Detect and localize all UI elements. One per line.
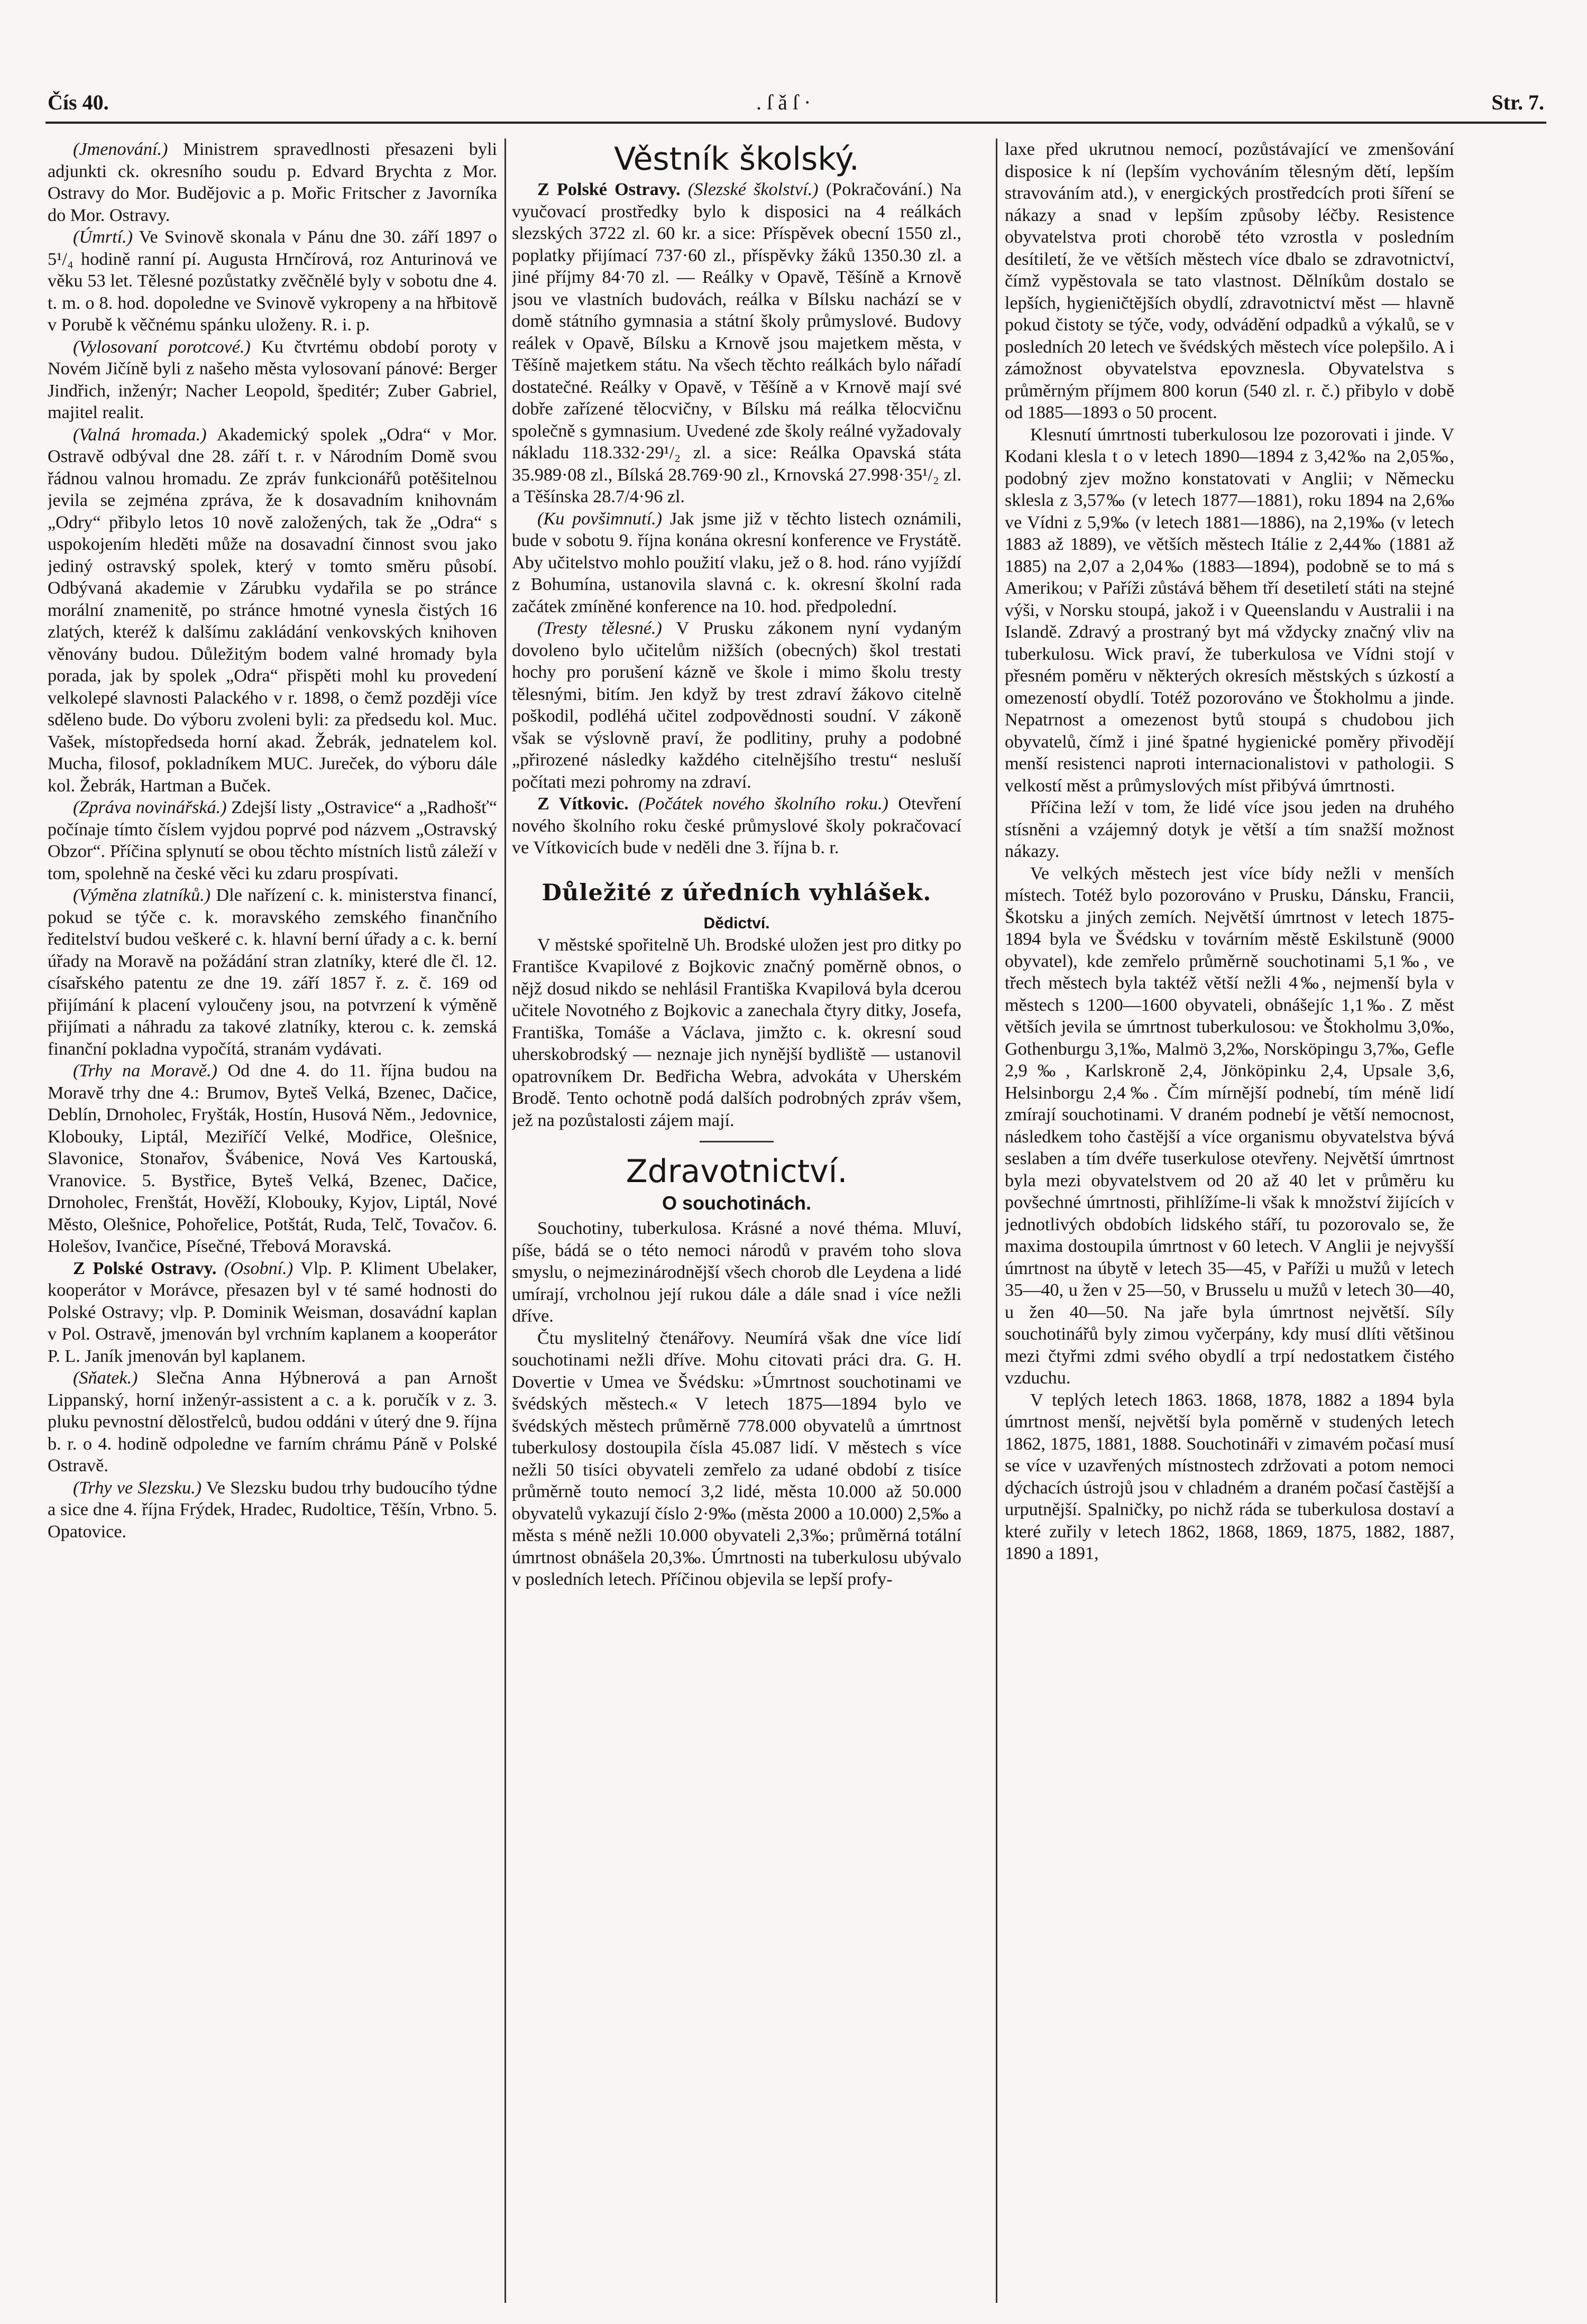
news-item-heading: (Úmrtí.) <box>73 227 133 247</box>
news-item <box>48 884 497 1060</box>
header-mark: . ſ ǎ ſ · <box>756 90 811 114</box>
news-item-body: Otevření nového školního roku české průmyslové školy pokračovací ve Vítkovicích bude v neděli dne 3. října b. r. <box>512 794 961 857</box>
health-paragraph: Souchotiny, tuberkulosa. Krásné a nové théma. Mluví, píše, bádá se o této nemoci národů v pravém toho slova smyslu, o nejmezinárodnější všech chorob dle Leydena a lidé umírají, vrcholnou její rukou dále a dále snad i více nežli dříve. <box>512 1219 961 1326</box>
health-paragraph: V teplých letech 1863. 1868, 1878, 1882 a 1894 byla úmrtnost menší, největší byla poměrně v studených letech 1862, 1875, 1881, 1888. Souchotináři v zimavém počasí musí se více v uzavřených místnostech zdržovati a potom nemoci dýchacích ústrojů jsou v chladném a draném počasí častější a urputnější. Spalničky, po nichž ráda se tuberkulosa dostaví a které zuřily v letech 1862, 1868, 1869, 1875, 1882, 1887, 1890 a 1891, <box>1005 1390 1454 1563</box>
news-item-body: Ve Slezsku budou trhy budoucího týdne a sice dne 4. října Frýdek, Hradec, Rudoltice, Těšín, Vrbno. 5. Opatovice. <box>48 1478 497 1542</box>
column-news <box>48 139 497 2303</box>
separator <box>700 1141 774 1142</box>
health-paragraph: Ve velkých městech jest více bídy nežli v menších místech. Totéž bylo pozorováno v Prusku, Dánsku, Francii, Škotsku a jiných zemích. Největší úmrtnost v letech 1875-1894 byla ve Švédsku v továrním městě Eskilstuně (9000 obyvatel), kde zemřelo průměrně souchotinami 5,1‰, ve třech městech byla taktéž větší nežli 4‰, nejmenší byla v městech s 1200—1600 obyvateli, obnášejíc 1,1‰. Z měst větších jevila se úmrtnost tuberkulosou: ve Štokholmu 3,0‰, Gothenburgu 3,1‰, Malmö 3,2‰, Norsköpingu 3,7‰, Gefle 2,9‰, Karlskroně 2,4, Jönköpinku 2,4, Upsale 3,6, Helsinborgu 2,4‰. Čím mírnější podnebí, tím méně lidí zmírají souchotinami. V draném podnebí je větší nemocnost, následkem toho častější a více organismu obyvatelstva bývá seslaben a tím dvéře tuserkulose otevřeny. Největší úmrtnost byla mezi obyvatelstvem od 20 až 40 let v průměru ku povšechné úmrtnosti, přihlížíme-li však k množství žijících v jednotlivých obdobích lidského stáří, tu pozorovalo se, že maxima dostoupila úmrtnost v 60 letech. V Anglii je nejvyšší úmrtnost na úbytě v letech 35—45, v Paříži u mužů v letech 35—40, u žen v 25—50, v Brusselu u mužů v letech 30—40, u žen 40—50. Na jaře byla úmrtnost největší. Síly souchotinářů byly zimou vyčerpány, kdy musí dlíti většinou mezi čtyřmi zdmi svého obydlí a trpí nedostatkem čistého vzduchu. <box>1005 863 1454 1388</box>
news-item <box>48 424 497 797</box>
news-item-heading: (Trhy na Moravě.) <box>73 1061 217 1081</box>
news-item-body: Ministrem spravedlnosti přesazeni byli adjunkti ck. okresního soudu p. Edvard Brychta z Mor. Ostravy do Mor. Budějovic a p. Mořic Fritscher z Javorníka do Mor. Ostravy. <box>48 140 497 225</box>
news-item-body: (Pokračování.) Na vyučovací prostředky bylo k disposici na 4 reálkách slezských 3722 zl. 60 kr. a sice: Příspěvek obecní 1550 zl., poplatky přijímací 737·60 zl., příspěvky žáků 1350.30 zl. a jiné příjmy 84·70 zl. — Reálky v Opavě, Těšíně a Krnově jsou ve vlastních budovách, reálka v Bílsku nachází se v domě státního gymnasia a státní školy průmyslové. Budovy reálek v Opavě, Bílsku a Krnově jsou majetkem města, v Těšíně majetkem státu. Na všech těchto reálkách bylo nářadí dostatečné. Reálky v Opavě, v Těšíně a v Krnově mají své dobře zařízené tělocvičny, v Bílsku má reálka tělocvičnu společně s gymnasium. Uvedené zde školy reálné vyžadovaly nákladu 118.332·29¹/₂ zl. a sice: Reálka Opavská státa 35.989·08 zl., Bílská 28.769·90 zl., Krnovská 27.998·35¹/₂ zl. a Těšínska 28.7/4·96 zl. <box>512 180 961 506</box>
news-item <box>48 226 497 336</box>
news-item <box>512 179 961 508</box>
news-item <box>512 617 961 793</box>
page-number: Str. 7. <box>1491 90 1544 114</box>
news-item-heading: (Trhy ve Slezsku.) <box>73 1478 202 1498</box>
news-item-heading: (Osobní.) <box>216 1258 293 1278</box>
news-item-body: V Prusku zákonem nyní vydaným dovoleno bylo učitelům nižších (obecných) škol trestati hochy pro porušení kázně ve škole i mimo školu tresty tělesnými, bitím. Jen když by trest zdraví žákovo citelně poškodil, podléhá učitel zodpovědnosti soudní. V zákoně však se výslovně praví, že podlitiny, pruhy a podobné „přirozené následky každého citelnějšího trestu“ nesluší počítati mezi pohromy na zdraví. <box>512 619 961 792</box>
header-rule <box>45 122 1546 124</box>
news-item-body: Od dne 4. do 11. října budou na Moravě trhy dne 4.: Brumov, Byteš Velká, Bzenec, Dačice, Deblín, Drnoholec, Fryšták, Hostín, Husová Něm., Jedovnice, Klobouky, Liptál, Meziříčí Velké, Modřice, Olešnice, Slavonice, Stonařov, Švábenice, Nová Ves Kartouská, Vranovice. 5. Bystřice, Byteš Velká, Bzenec, Dačice, Drnoholec, Frenštát, Hověží, Klobouky, Kyjov, Liptál, Nové Město, Olešnice, Pohořelice, Potštát, Ruda, Telč, Tovačov. 6. Holešov, Ivančice, Písečné, Třebová Moravská. <box>48 1061 497 1256</box>
column-divider <box>996 139 997 2303</box>
column-divider <box>504 139 506 2303</box>
article-title-tuberculosis: O souchotinách. <box>662 1192 812 1214</box>
news-item <box>512 793 961 859</box>
continued-paragraph: laxe před ukrutnou nemocí, pozůstávající ve zmenšování disposice k ní (lepším vychováním tělesným dětí, lepším stravováním atd.), v energických prostředcích proti šíření se nákazy a snad v lepším způsoby léčby. Resistence obyvatelstva proti chorobě této vzrostla v posledním desítiletí, že ve větších městech více dbalo se zdravotnictví, čímž vypěstovala se tato vlastnost. Dělníkům dostalo se lepších, hygieničtějších obydlí, zdravotnictví měst — hlavně pokud čistoty se týče, vody, odvádění odpadků a výkalů, se v posledních 20 letech ve švédských městech více polepšilo. A i zámožnost obyvatelstva epovznesla. Obyvatelstva s průměrným příjmem 800 korun (540 zl. r. č.) přibylo v době od 1885—1893 o 50 procent. <box>1005 140 1454 422</box>
news-item-heading: (Valná hromada.) <box>73 425 207 445</box>
news-item-body: Jak jsme již v těchto listech oznámili, bude v sobotu 9. října konána okresní konference ve Frystátě. Aby učitelstvo mohlo použití vlaku, jež o 8. hod. ráno vyjíždí z Bohumína, ustanovila slavná c. k. okresní školní rada začátek zmíněné konference na 10. hod. předpolední. <box>512 509 961 616</box>
news-item-heading: (Vylosovaní porotcové.) <box>73 337 251 357</box>
school-articles <box>512 179 961 859</box>
news-item-heading: (Sňatek.) <box>73 1368 138 1388</box>
news-item-place: Z Vítkovic. <box>537 794 629 814</box>
news-item <box>48 139 497 226</box>
column-health-continued <box>1005 139 1454 2303</box>
news-item-heading: (Tresty tělesné.) <box>537 619 662 638</box>
health-paragraph: Čtu myslitelný čtenářovy. Neumírá však dne více lidí souchotinami nežli dříve. Mohu citovati práci dra. G. H. Dovertie v Umea ve Švédsku: »Úmrtnost souchotinami ve švédských městech.« V letech 1875—1894 bylo ve švédských městech průměrně 778.000 obyvatelů a úmrtnost tuberkulosy dostoupila čísla 45.087 lidí. V městech s více nežli 50 tisíci obyvateli zemřelo za udané období z tisíce průměrně touto nemocí 3,2 lidé, města 10.000 až 50.000 obyvatelů vykazují číslo 2·9‰ (města 2000 a 10.000) 2,5‰ a města s méně nežli 10.000 obyvateli 2,3‰; průměrná totální úmrtnost obnášela 20,3‰. Úmrtnosti na tuberkulosu ubývalo v posledních letech. Příčinou objevila se lepší profy- <box>512 1328 961 1589</box>
news-item-heading: (Slezské školství.) <box>680 180 819 199</box>
news-item-body: Dle nařízení c. k. ministerstva financí, pokud se týče c. k. moravského zemského finančního ředitelství budou veškeré c. k. hlavní berní úřady a c. k. berní úřady na Moravě na požádání stran zlatníky, které dle čl. 12. císařského patentu ze dne 19. září 1857 ř. z. č. 169 od přijímání k placení vyloučeny jsou, na potvrzení k výměně přijímati a náhradu za takové zlatníky, kterou c. k. zemská finanční pokladna vypočítá, stranám vydávati. <box>48 886 497 1059</box>
news-item-body: Akademický spolek „Odra“ v Mor. Ostravě odbýval dne 28. září t. r. v Národním Domě svou řádnou valnou hromadu. Ze zpráv funkcionářů potěšitelnou jevila se zejména zpráva, že k dosavadním knihovnám „Odry“ přibylo letos 10 nově založených, tak že „Odra“ s uspokojením hleděti může na dosavadní činnost svou jako jediný ostravský spolek, který v tomto směru působí. Odbývaná akademie v Zárubku vydařila se po stránce morální znamenitě, po stránce hmotné vynesla čistých 16 zlatých, kteréž k dalšímu zakládání venkovských knihoven věnovány budou. Důležitým bodem valné hromady byla porada, jak by spolek „Odra“ přispěti mohl ku provedení velkolepé slavnosti Palackého v r. 1898, o čemž později více sděleno bude. Do výboru zvoleni byli: za předsedu kol. Muc. Vašek, místopředseda horní akad. Žebrák, jednatelem kol. Mucha, filosof, pokladníkem MUC. Jureček, do výboru dále kol. Žebrák, Hartman a Buček. <box>48 425 497 796</box>
news-item-place: Z Polské Ostravy. <box>537 180 681 199</box>
news-item-body: Ve Svinově skonala v Pánu dne 30. září 1897 o 5¹/₄ hodině ranní pí. Augusta Hrnčírová, roz Anturinová ve věku 53 let. Tělesné pozůstatky zvěčnělé byly v sobotu dne 4. t. m. o 8. hod. dopoledne ve Svinově vykropeny a na hřbitově v Porubě k věčnému spánku uloženy. R. i. p. <box>48 227 497 335</box>
page-header <box>48 90 1544 122</box>
news-item-body: Slečna Anna Hýbnerová a pan Arnošt Lippanský, horní inženýr-assistent a c. a k. poručík v z. 3. pluku pevnostní dělostřelců, budou oddáni v úterý dne 9. října b. r. o 4. hodině odpoledne ve farním chrámu Páně v Polské Ostravě. <box>48 1368 497 1475</box>
news-item-heading: (Zpráva novinářská.) <box>73 798 227 817</box>
issue-number: Čís 40. <box>48 90 109 114</box>
news-item <box>48 336 497 424</box>
health-paragraph: Příčina leží v tom, že lidé více jsou jeden na druhého stísněni a vzájemný dotyk je větší a tím snažší možnost nákazy. <box>1005 798 1454 861</box>
section-title-health: Zdravotnictví. <box>626 1153 848 1190</box>
section-title-school: Věstník školský. <box>614 141 859 178</box>
official-announcements-title: Důležité z úředních vyhlášek. <box>542 879 932 906</box>
inheritance-heading: Dědictví. <box>703 914 770 932</box>
news-item <box>48 1060 497 1258</box>
news-item-heading: (Jmenování.) <box>73 140 168 159</box>
news-item-place: Z Polské Ostravy. <box>73 1258 217 1278</box>
news-item <box>48 797 497 884</box>
health-paragraph: Klesnutí úmrtnosti tuberkulosou lze pozorovati i jinde. V Kodani klesla t o v letech 1890—1894 z 3,42‰ na 2,05‰, podobný zjev možno konstatovati v Anglii; v Německu sklesla z 3,57‰ (v letech 1877—1881), roku 1894 na 2,6‰ ve Vídni z 5,9‰ (v letech 1881—1886), na 2,19‰ (v letech 1883 až 1889), ve větších městech Itálie z 2,44‰ (1881 až 1885) na 2,07 a 2,04‰ (1883—1894), podobně se to má s Amerikou; v Paříži zůstává během tří desetiletí státi na stejné výši, v Norsku stoupá, jakož i v Queenslandu v Australii i na Islandě. Zdravý a prostraný byt má vždycky značný vliv na tuberkulosu. Wick praví, že tuberkulosa ve Vídni stojí v přesném poměru v některých okresích městských s úzkostí a omezeností obydlí. Totéž pozorováno ve Štokholmu a jinde. Nepatrnost a omezenost bytů stoupá s chudobou jich obyvatelů, čímž i jiné špatné hygienické poměry přivodějí menší resistenci naproti internacionalistovi v pathologii. S velkostí měst a průmyslových míst přibývá úmrtnosti. <box>1005 425 1454 796</box>
news-item <box>48 1367 497 1477</box>
news-item-heading: (Ku povšimnutí.) <box>537 509 663 529</box>
news-item-body: Ku čtvrtému období poroty v Novém Jičíně byli z našeho města vylosovaní pánové: Berger Jindřich, inženýr; Nacher Leopold, špeditér; Zuber Gabriel, majitel realit. <box>48 337 497 422</box>
news-item-heading: (Výměna zlatníků.) <box>73 886 211 905</box>
news-item-body: Vlp. P. Kliment Ubelaker, kooperátor v Morávce, přesazen byl v té samé hodnosti do Polské Ostravy; vlp. P. Dominik Weisman, dosavádní kaplan v Pol. Ostravě, jmenován byl vrchním kaplanem a kooperátor P. L. Janík jmenován byl kaplanem. <box>48 1258 497 1366</box>
news-item-body: Zdejší listy „Ostravice“ a „Radhošť“ počínaje tímto číslem vyjdou poprvé pod názvem „Ostravský Obzor“. Příčina splynutí se obou těchto místních listů záleží v tom, spolehně na české věci ku zdaru prospívati. <box>48 798 497 883</box>
news-item-heading: (Počátek nového školního roku.) <box>628 794 888 814</box>
inheritance-text: V městské spořitelně Uh. Brodské uložen jest pro ditky po Františce Kvapilové z Bojkovic značný poměrně obnos, o nějž dosud nikdo se nehlásil Františka Kvapilová byla dcerou učitele Novotného z Bojkovic a zanechala čtyry ditky, Josefa, Františka, Tomáše a Václava, jimžto c. k. okresní soud uherskobrodský — neznaje jich nynější bydliště — ustanovil opatrovníkem Dr. Bedřicha Webra, advokáta v Uherském Brodě. Tento ochotně podá dalších podrobných zpráv všem, jež na pozůstalosti zájem mají. <box>512 935 961 1130</box>
column-school <box>512 139 961 2303</box>
news-item <box>512 508 961 618</box>
news-item <box>48 1477 497 1543</box>
news-item <box>48 1258 497 1368</box>
